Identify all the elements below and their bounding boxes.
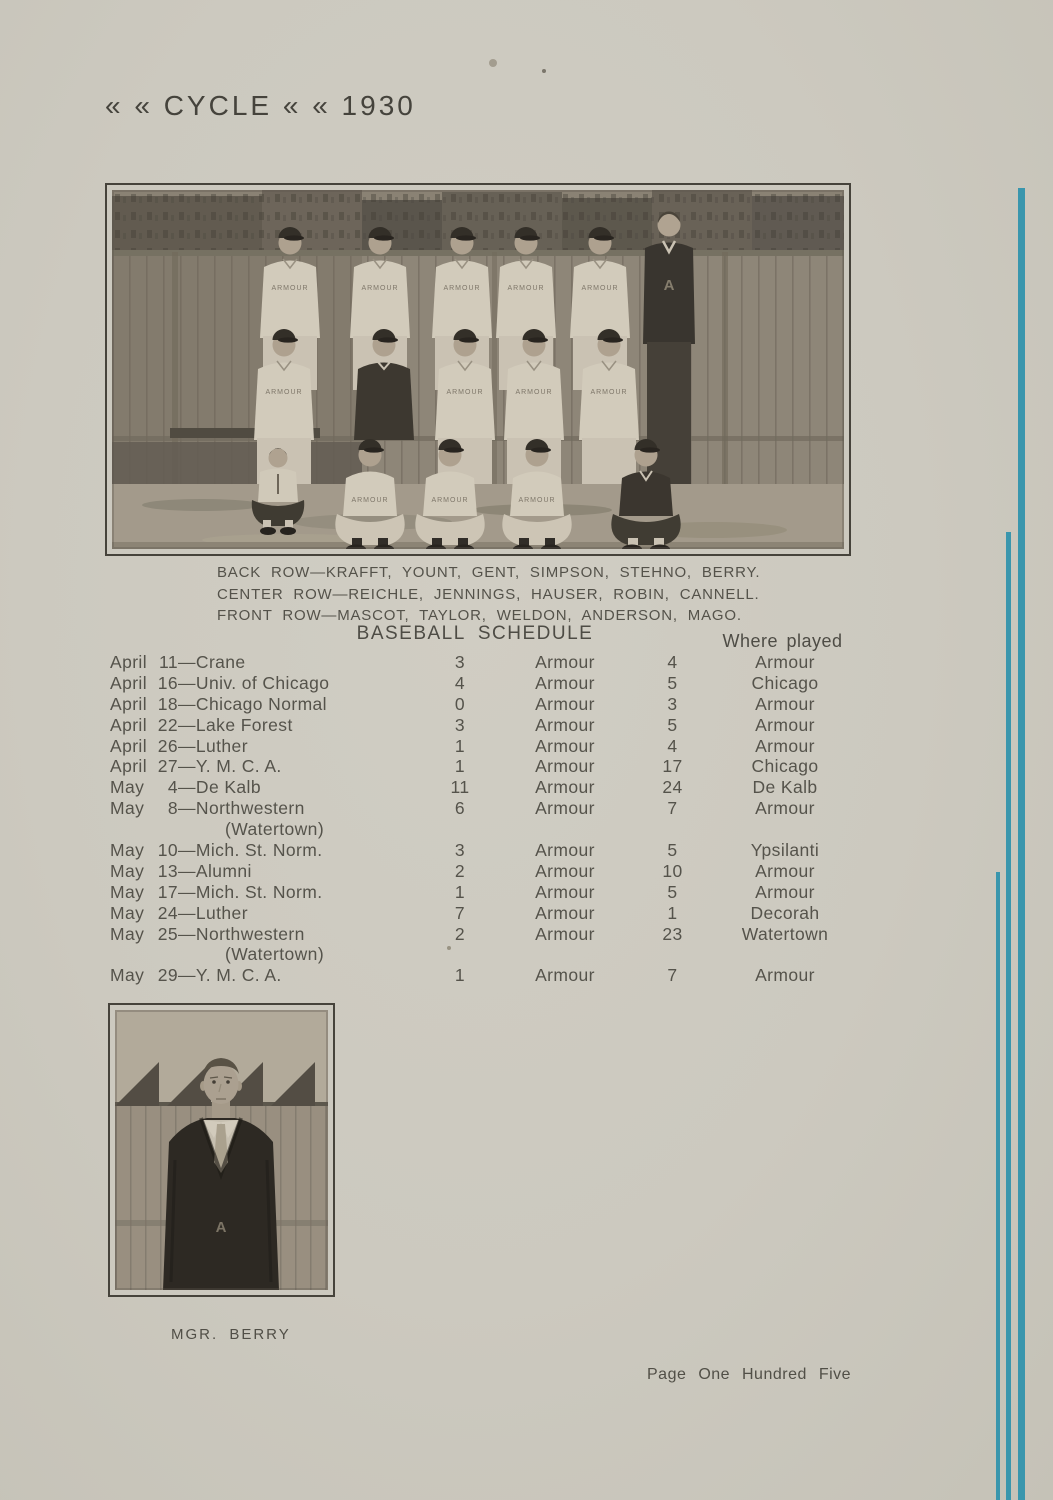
opponent-cell	[110, 652, 430, 673]
opponent-text: —Univ. of Chicago	[178, 672, 330, 693]
schedule-title: BASEBALL SCHEDULE	[356, 623, 594, 644]
opponent-text: —Northwestern	[178, 923, 305, 944]
where-played-value: De Kalb	[752, 777, 818, 798]
armour-score: 4	[667, 652, 678, 672]
where-played-value: Chicago	[751, 756, 819, 777]
day-text: 8	[167, 798, 178, 819]
opponent-text: —Mich. St. Norm.	[178, 840, 323, 861]
month-text: May	[110, 923, 145, 944]
opponent-cell	[110, 840, 430, 861]
opponent-text: —Y. M. C. A.	[178, 965, 282, 986]
day-text: 16	[157, 672, 178, 693]
schedule-rows	[110, 652, 866, 986]
svg-text:A: A	[663, 277, 675, 294]
armour-score: 5	[667, 714, 678, 735]
opponent-score: 2	[454, 860, 466, 881]
opponent-note: (Watertown)	[225, 944, 325, 965]
caption-line-back-row: BACK ROW—KRAFFT, YOUNT, GENT, SIMPSON, STEHNO, BERRY.	[217, 564, 761, 581]
team-photo-caption	[217, 562, 760, 627]
where-played-value: Armour	[755, 714, 815, 735]
schedule-row	[110, 798, 866, 840]
day-text: 11	[159, 652, 178, 672]
armour-score: 10	[662, 860, 683, 881]
caption-line-front-row: FRONT ROW—MASCOT, TAYLOR, WELDON, ANDERSON, MAGO.	[217, 607, 742, 625]
month-text: May	[110, 881, 145, 902]
month-text: April	[110, 693, 148, 714]
svg-text:ARMOUR: ARMOUR	[265, 389, 303, 396]
opponent-text: —Mich. St. Norm.	[178, 881, 323, 902]
armour-label: Armour	[535, 714, 595, 735]
svg-text:ARMOUR: ARMOUR	[271, 285, 309, 292]
armour-label: Armour	[535, 735, 595, 756]
day-text: 24	[157, 902, 178, 923]
opponent-cell	[110, 798, 430, 819]
opponent-cell	[110, 882, 430, 903]
svg-text:ARMOUR: ARMOUR	[581, 285, 619, 292]
svg-text:ARMOUR: ARMOUR	[351, 497, 389, 504]
armour-score: 7	[667, 965, 678, 986]
schedule-row	[110, 965, 866, 986]
schedule-row	[110, 924, 866, 966]
opponent-cell	[110, 903, 430, 924]
svg-text:ARMOUR: ARMOUR	[443, 285, 481, 292]
manager-photo	[115, 1010, 328, 1290]
opponent-score: 11	[450, 777, 470, 798]
caption-line-center-row: CENTER ROW—REICHLE, JENNINGS, HAUSER, ROBIN, CANNELL.	[217, 585, 760, 603]
month-text: April	[110, 652, 148, 672]
opponent-cell	[110, 694, 430, 715]
opponent-text: —Alumni	[178, 860, 252, 881]
schedule-row	[110, 736, 866, 757]
opponent-text: —Luther	[178, 735, 248, 756]
svg-text:ARMOUR: ARMOUR	[518, 497, 556, 504]
armour-label: Armour	[535, 902, 595, 923]
day-text: 4	[167, 777, 178, 798]
where-played-value: Ypsilanti	[750, 840, 820, 861]
armour-label: Armour	[535, 693, 595, 714]
day-text: 27	[157, 756, 178, 777]
team-photo-frame	[105, 183, 851, 556]
month-text: May	[110, 860, 145, 881]
schedule-row	[110, 694, 866, 715]
manager-photo-frame	[108, 1003, 335, 1297]
svg-text:ARMOUR: ARMOUR	[361, 285, 399, 292]
opponent-cell	[110, 673, 430, 694]
where-played-value: Armour	[755, 860, 815, 881]
accent-rule-2	[1006, 532, 1011, 1500]
day-text: 17	[157, 881, 178, 902]
armour-label: Armour	[535, 923, 595, 944]
month-text: April	[110, 672, 148, 693]
schedule-row	[110, 652, 866, 673]
schedule-row	[110, 756, 866, 777]
day-text: 18	[157, 693, 178, 714]
opponent-text: —Northwestern	[178, 798, 305, 819]
opponent-text: —De Kalb	[178, 777, 261, 798]
where-played-value: Armour	[755, 652, 815, 672]
opponent-text: —Chicago Normal	[178, 693, 327, 714]
where-played-header: Where played	[722, 631, 843, 651]
day-text: 25	[157, 923, 178, 944]
opponent-cell	[110, 777, 430, 798]
armour-label: Armour	[535, 840, 595, 861]
opponent-score: 1	[454, 881, 466, 902]
manager-caption: MGR. BERRY	[171, 1326, 291, 1343]
armour-score: 5	[667, 840, 678, 861]
schedule-row	[110, 861, 866, 882]
opponent-text: —Crane	[178, 652, 246, 672]
armour-label: Armour	[535, 672, 595, 693]
dust-speck	[489, 59, 497, 67]
opponent-score: 3	[454, 714, 466, 735]
opponent-score: 7	[454, 902, 466, 923]
month-text: April	[110, 714, 148, 735]
svg-text:ARMOUR: ARMOUR	[507, 285, 545, 292]
armour-score: 3	[667, 693, 678, 714]
opponent-score: 1	[454, 756, 466, 777]
where-played-value: Armour	[755, 798, 815, 819]
day-text: 10	[157, 840, 178, 861]
svg-text:ARMOUR: ARMOUR	[431, 497, 469, 504]
where-played-value: Armour	[755, 881, 815, 902]
armour-score: 5	[667, 672, 678, 693]
armour-score: 24	[662, 777, 683, 798]
svg-text:ARMOUR: ARMOUR	[446, 389, 484, 396]
armour-score: 1	[667, 902, 678, 923]
where-played-value: Armour	[755, 735, 815, 756]
opponent-cell	[110, 736, 430, 757]
month-text: May	[110, 798, 145, 819]
opponent-text: —Luther	[178, 902, 248, 923]
svg-text:A: A	[215, 1219, 227, 1236]
where-played-value: Chicago	[751, 672, 819, 693]
opponent-note: (Watertown)	[225, 819, 325, 840]
opponent-score: 0	[454, 693, 466, 714]
where-played-value: Armour	[755, 965, 815, 986]
schedule-row	[110, 882, 866, 903]
opponent-score: 2	[454, 923, 466, 944]
armour-label: Armour	[535, 798, 595, 819]
opponent-score: 6	[454, 798, 466, 819]
opponent-cell	[110, 924, 430, 945]
schedule-row	[110, 840, 866, 861]
month-text: May	[110, 965, 145, 986]
armour-label: Armour	[535, 860, 595, 881]
opponent-text: —Y. M. C. A.	[178, 756, 282, 777]
month-text: April	[110, 735, 148, 756]
armour-label: Armour	[535, 652, 595, 672]
opponent-score: 3	[454, 652, 466, 672]
opponent-score: 1	[454, 735, 466, 756]
dust-speck	[542, 69, 546, 73]
month-text: April	[110, 756, 148, 777]
opponent-score: 4	[454, 672, 466, 693]
opponent-cell	[110, 756, 430, 777]
where-played-value: Watertown	[741, 923, 829, 944]
page-number: Page One Hundred Five	[647, 1366, 852, 1383]
armour-score: 7	[667, 798, 678, 819]
where-played-value: Decorah	[750, 902, 820, 923]
opponent-score: 3	[454, 840, 466, 861]
armour-label: Armour	[535, 777, 595, 798]
schedule-row	[110, 673, 866, 694]
armour-label: Armour	[535, 756, 595, 777]
armour-score: 17	[662, 756, 683, 777]
day-text: 13	[157, 860, 178, 881]
armour-score: 23	[662, 923, 683, 944]
month-text: May	[110, 840, 145, 861]
month-text: May	[110, 777, 145, 798]
team-photo	[112, 190, 844, 549]
armour-label: Armour	[535, 965, 595, 986]
accent-rule-3	[996, 872, 1000, 1500]
opponent-text: —Lake Forest	[178, 714, 293, 735]
day-text: 29	[157, 965, 178, 986]
day-text: 26	[157, 735, 178, 756]
opponent-cell	[110, 965, 430, 986]
accent-rule-1	[1018, 188, 1025, 1500]
armour-score: 4	[667, 735, 678, 756]
armour-score: 5	[667, 881, 678, 902]
schedule-row	[110, 903, 866, 924]
where-played-value: Armour	[755, 693, 815, 714]
day-text: 22	[157, 714, 178, 735]
month-text: May	[110, 902, 145, 923]
opponent-cell	[110, 861, 430, 882]
armour-label: Armour	[535, 881, 595, 902]
schedule-row	[110, 777, 866, 798]
opponent-score: 1	[454, 965, 466, 986]
page-title: « « CYCLE « « 1930	[105, 90, 416, 121]
svg-text:ARMOUR: ARMOUR	[515, 389, 553, 396]
opponent-cell	[110, 715, 430, 736]
svg-text:ARMOUR: ARMOUR	[590, 389, 628, 396]
schedule-row	[110, 715, 866, 736]
